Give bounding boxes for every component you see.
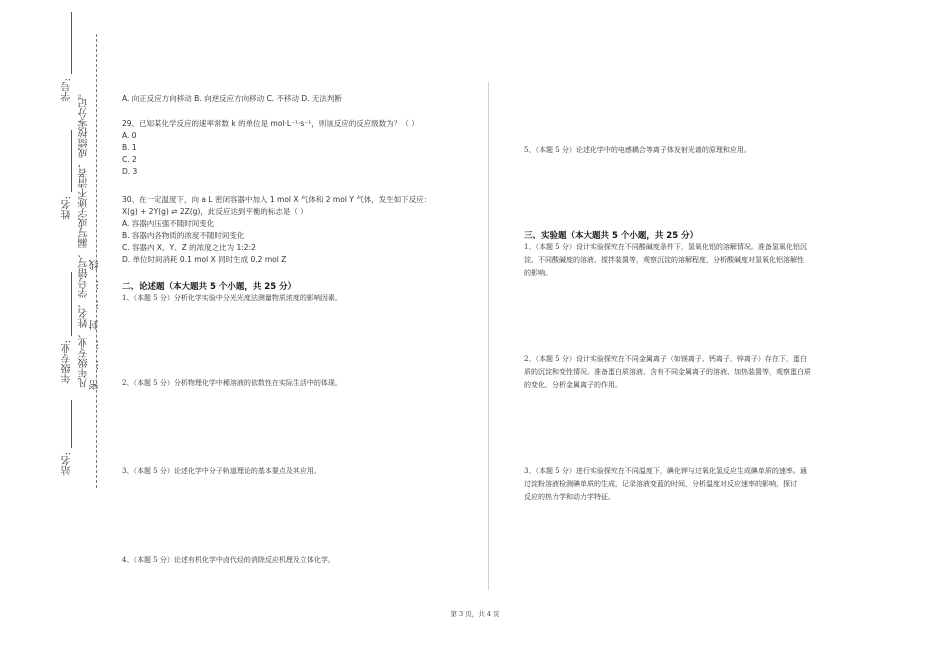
exp1-line: 淀、不同酸碱度的溶液、搅拌装置等，观察沉淀的溶解程度，分析酸碱度对氢氧化铝溶解性 [524,256,804,264]
essay-question-3: 3、（本题 5 分）论述化学中分子轨道理论的基本要点及其应用。 [122,467,321,475]
seal-dashed-line [96,34,97,488]
left-column [122,93,482,105]
grade-major-label: 年级专业: [62,340,73,384]
experiment-question-3 [524,465,807,504]
q29-stem: 29、已知某化学反应的速率常数 k 的单位是 mol·L⁻¹·s⁻¹，则该反应的反应级数为？（ ） [122,119,419,128]
experiment-question-2 [524,353,811,392]
exp3-line: 反应的热力学和动力学特征。 [524,493,615,501]
q29-option-b: B. 1 [122,143,137,152]
exp2-line: 质的沉淀和变性情况。准备蛋白质溶液、含有不同金属离子的溶液、加热装置等，观察蛋白质 [524,368,811,376]
q28-options: A. 向正反应方向移动 B. 向逆反应方向移动 C. 不移动 D. 无法判断 [122,94,342,103]
name-label: 姓名: [62,196,73,220]
section3-title: 三、实验题（本大题共 5 个小题，共 25 分） [524,231,699,241]
exp1-line: 的影响。 [524,269,552,277]
exp3-line: 过淀粉溶液检测碘单质的生成，记录溶液变蓝的时间，分析温度对反应速率的影响，探讨 [524,480,797,488]
name-line [71,130,72,192]
essay-question-4: 4、（本题 5 分）论述有机化学中卤代烃的消除反应机理及立体化学。 [122,556,335,564]
column-divider [488,82,489,590]
q30-stem-line1: 30、在一定温度下，向 a L 密闭容器中加入 1 mol X 气体和 2 mol Y 气体，发生如下反应： [122,195,432,204]
section2-title: 二、论述题（本大题共 5 个小题，共 25 分） [122,282,297,292]
q29-option-c: C. 2 [122,155,137,164]
location-line [71,400,72,448]
q30-option-b: B. 容器内各物质的浓度不随时间变化 [122,231,245,240]
essay-question-5: 5、（本题 5 分）论述化学中的电感耦合等离子体发射光谱的原理和应用。 [524,146,751,154]
exp1-line: 1、（本题 5 分）设计实验探究在不同酸碱度条件下，氢氧化铝的溶解情况。准备氢氧化铝沉 [524,243,807,251]
page-number: 第 3 页，共 4 页 [450,610,500,618]
exp2-line: 的变化，分析金属离子的作用。 [524,381,622,389]
q30-stem-line2: X(g) + 2Y(g) ⇌ 2Z(g)，此反应达到平衡的标志是（ ） [122,207,308,216]
location-label: 站名: [62,452,73,476]
q29-option-a: A. 0 [122,131,137,140]
q30-option-a: A. 容器内压强不随时间变化 [122,219,215,228]
exp3-line: 3、（本题 5 分）进行实验探究在不同温度下，碘化钾与过氧化氢反应生成碘单质的速率。通 [524,467,807,475]
grade-major-line [71,272,72,336]
experiment-question-1 [524,241,807,280]
question-29 [122,118,482,178]
exp2-line: 2、（本题 5 分）设计实验探究在不同金属离子（如镁离子、钙离子、锌离子）存在下，蛋白 [524,355,807,363]
essay-question-1: 1、（本题 5 分）分析化学实验中分光光度法测量物质浓度的影响因素。 [122,294,342,302]
essay-question-2: 2、（本题 5 分）分析物理化学中稀溶液的依数性在实际生活中的体现。 [122,379,342,387]
seal-line-text: 密……封……线 [90,250,101,390]
question-30 [122,194,484,266]
q30-option-d: D. 单位时间消耗 0.1 mol X 同时生成 0.2 mol Z [122,255,287,264]
notice-text: 凡年级专业、姓名、学号错写、漏写或字迹不清者，成绩按零分记。 [79,88,90,388]
q30-option-c: C. 容器内 X、Y、Z 的浓度之比为 1:2:2 [122,243,256,252]
student-id-label: 学号: [62,78,73,102]
q29-option-d: D. 3 [122,167,138,176]
student-id-line [71,12,72,74]
